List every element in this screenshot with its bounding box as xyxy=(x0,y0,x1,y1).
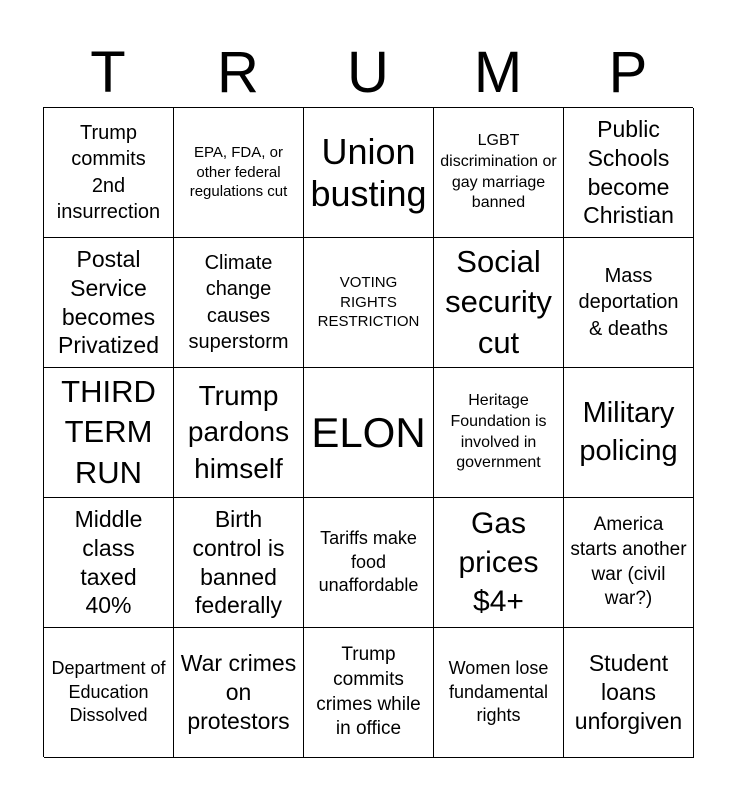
cell-label: LGBT discrimination or gay marriage banned xyxy=(440,131,557,212)
cell-label: Student loans unforgiven xyxy=(574,650,683,734)
cell-label: Postal Service becomes Privatized xyxy=(58,246,159,359)
cell-label: Mass deportation & deaths xyxy=(578,264,679,340)
bingo-cell[interactable] xyxy=(44,238,174,368)
bingo-cell[interactable] xyxy=(564,628,694,758)
bingo-cell[interactable] xyxy=(174,368,304,498)
cell-label: Trump commits 2nd insurrection xyxy=(56,121,161,223)
header-letter-m: M xyxy=(473,40,523,105)
bingo-cell[interactable] xyxy=(564,238,694,368)
bingo-cell[interactable] xyxy=(174,108,304,238)
bingo-cell[interactable] xyxy=(44,498,174,628)
bingo-cell[interactable] xyxy=(304,238,434,368)
bingo-cell[interactable] xyxy=(434,368,564,498)
cell-label: EPA, FDA, or other federal regulations cut xyxy=(189,144,288,201)
bingo-cell[interactable] xyxy=(564,368,694,498)
cell-label: ELON xyxy=(311,408,426,456)
bingo-cell[interactable] xyxy=(434,238,564,368)
bingo-cell[interactable] xyxy=(304,628,434,758)
cell-label: Gas prices $4+ xyxy=(458,507,539,618)
bingo-cell[interactable] xyxy=(174,498,304,628)
header-letter-p: P xyxy=(608,40,648,105)
bingo-cell[interactable] xyxy=(564,498,694,628)
cell-label: America starts another war (civil war?) xyxy=(570,514,687,610)
bingo-cell[interactable] xyxy=(44,628,174,758)
cell-label: Middle class taxed 40% xyxy=(74,506,143,619)
cell-label: Trump pardons himself xyxy=(187,379,290,484)
cell-label: Birth control is banned federally xyxy=(192,506,285,619)
header-letter-u: U xyxy=(347,40,389,105)
bingo-header xyxy=(43,40,693,106)
cell-label: VOTING RIGHTS RESTRICTION xyxy=(317,274,420,331)
bingo-cell[interactable] xyxy=(304,368,434,498)
bingo-cell[interactable] xyxy=(434,108,564,238)
bingo-cell[interactable] xyxy=(434,498,564,628)
cell-label: Social security cut xyxy=(445,244,552,360)
cell-label: Tariffs make food unaffordable xyxy=(318,528,419,596)
bingo-cell[interactable] xyxy=(304,108,434,238)
bingo-cell[interactable] xyxy=(174,628,304,758)
cell-label: Union busting xyxy=(310,131,427,214)
bingo-cell[interactable] xyxy=(174,238,304,368)
cell-label: Women lose fundamental rights xyxy=(448,658,549,726)
bingo-cell[interactable] xyxy=(434,628,564,758)
cell-label: Military policing xyxy=(579,396,678,467)
cell-label: Climate change causes superstorm xyxy=(188,251,289,353)
header-letter-t: T xyxy=(90,40,126,105)
bingo-cell[interactable] xyxy=(304,498,434,628)
cell-label: Public Schools become Christian xyxy=(583,116,674,229)
cell-label: War crimes on protestors xyxy=(180,650,297,734)
cell-label: THIRD TERM RUN xyxy=(61,374,156,490)
bingo-cell[interactable] xyxy=(44,108,174,238)
header-letter-r: R xyxy=(217,40,259,105)
bingo-board xyxy=(43,107,693,757)
cell-label: Heritage Foundation is involved in government xyxy=(450,391,547,472)
bingo-cell[interactable] xyxy=(564,108,694,238)
cell-label: Trump commits crimes while in office xyxy=(316,644,421,740)
cell-label: Department of Education Dissolved xyxy=(51,658,166,726)
bingo-cell[interactable] xyxy=(44,368,174,498)
